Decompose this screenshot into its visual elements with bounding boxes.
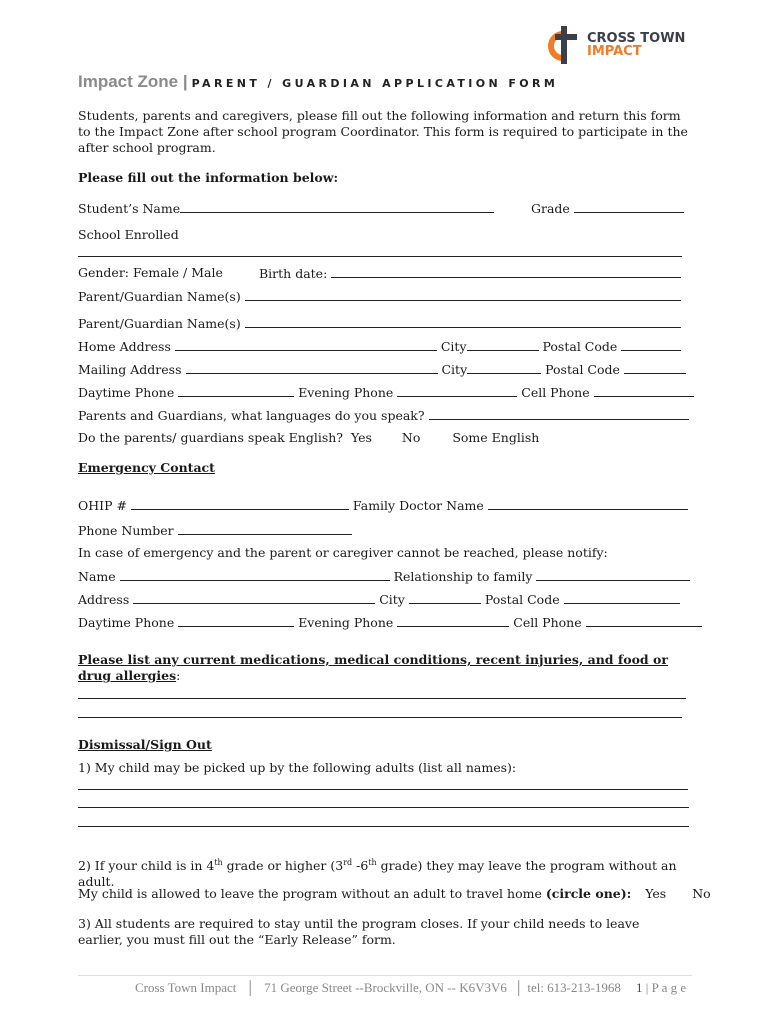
emergency-name-label: Name [78, 569, 116, 584]
dismissal-item1: 1) My child may be picked up by the following adults (list all names): [78, 760, 517, 775]
emergency-daytime-field[interactable] [178, 614, 294, 627]
travel-home-text: My child is allowed to leave the program without an adult to travel home [78, 886, 542, 901]
home-address-row [78, 338, 681, 354]
notify-text: In case of emergency and the parent or caregiver cannot be reached, please notify: [78, 545, 608, 560]
parent-name-field-2[interactable] [245, 315, 681, 328]
medical-field-2[interactable] [78, 717, 682, 718]
home-address-field[interactable] [175, 338, 437, 351]
parent-name-row-2 [78, 315, 681, 331]
phones-row [78, 384, 694, 400]
travel-no-option[interactable]: No [692, 886, 711, 901]
emergency-daytime-label: Daytime Phone [78, 615, 175, 630]
item2-part-d: grade) they may leave the program without an adult. [78, 858, 677, 890]
languages-field[interactable] [429, 407, 689, 420]
daytime-phone-label: Daytime Phone [78, 385, 175, 400]
ohip-field[interactable] [131, 497, 349, 510]
emergency-city-label: City [379, 592, 405, 607]
emergency-heading: Emergency Contact [78, 460, 215, 475]
home-postal-label: Postal Code [542, 339, 618, 354]
ohip-label: OHIP # [78, 498, 127, 513]
footer: Cross Town Impact │ 71 George Street --Brockville, ON -- K6V3V6 │ tel: 613-213-1968 [135, 980, 621, 995]
english-yes-option[interactable]: Yes [350, 430, 372, 445]
daytime-phone-field[interactable] [178, 384, 294, 397]
mailing-postal-label: Postal Code [545, 362, 620, 377]
mailing-address-label: Mailing Address [78, 362, 182, 377]
gender-label[interactable]: Gender: Female / Male [78, 265, 223, 280]
home-city-field[interactable] [467, 338, 539, 351]
mailing-address-row [78, 361, 686, 377]
emergency-phones-row [78, 614, 702, 630]
parent-name-label-1: Parent/Guardian Name(s) [78, 289, 241, 304]
english-no-option[interactable]: No [401, 430, 421, 445]
english-question: Do the parents/ guardians speak English? [78, 430, 343, 445]
emergency-evening-label: Evening Phone [298, 615, 394, 630]
cross-town-logo-icon [543, 26, 583, 66]
grade-row [531, 200, 684, 216]
grade-field[interactable] [574, 200, 684, 213]
mailing-city-label: City [441, 362, 468, 377]
parent-name-row-1 [78, 288, 681, 304]
item2-sup3: th [368, 858, 377, 867]
item2-part-a: 2) If your child is in 4 [78, 858, 215, 874]
birth-date-label: Birth date: [259, 266, 328, 281]
circle-one-label: (circle one): [545, 886, 632, 901]
home-postal-field[interactable] [621, 338, 681, 351]
dismissal-item3: 3) All students are required to stay until the program closes. If your child needs to leave earlier, you must fill out the “Early Release” form. [78, 916, 640, 947]
footer-rule [78, 975, 692, 976]
evening-phone-label: Evening Phone [298, 385, 394, 400]
pickup-field-1[interactable] [78, 789, 688, 790]
item2-sup1: th [214, 858, 223, 867]
emergency-address-row [78, 591, 680, 607]
logo-line2: IMPACT [587, 44, 642, 59]
pickup-field-3[interactable] [78, 826, 689, 827]
emergency-evening-field[interactable] [397, 614, 509, 627]
page-label: P a g e [651, 980, 687, 995]
cell-phone-field[interactable] [594, 384, 694, 397]
footer-address: 71 George Street --Brockville, ON -- K6V3V6 [264, 980, 507, 995]
medical-heading-colon: : [176, 668, 181, 683]
emergency-city-field[interactable] [409, 591, 481, 604]
relationship-field[interactable] [536, 568, 690, 581]
mailing-city-field[interactable] [467, 361, 541, 374]
dismissal-item2 [78, 855, 678, 890]
travel-home-row [78, 886, 711, 901]
fill-heading: Please fill out the information below: [78, 170, 339, 185]
emergency-cell-field[interactable] [586, 614, 702, 627]
relationship-label: Relationship to family [393, 569, 533, 584]
family-doctor-field[interactable] [488, 497, 688, 510]
mailing-address-field[interactable] [186, 361, 438, 374]
emergency-phone-label: Phone Number [78, 523, 174, 538]
school-enrolled-field[interactable] [78, 256, 682, 257]
home-address-label: Home Address [78, 339, 171, 354]
parent-name-label-2: Parent/Guardian Name(s) [78, 316, 241, 331]
title-zone: Impact Zone | [78, 72, 188, 91]
emergency-cell-label: Cell Phone [513, 615, 582, 630]
emergency-address-field[interactable] [133, 591, 375, 604]
emergency-phone-row [78, 522, 352, 538]
ohip-row [78, 497, 688, 513]
english-some-option[interactable]: Some English [452, 430, 540, 445]
medical-heading [78, 652, 678, 684]
parent-name-field-1[interactable] [245, 288, 681, 301]
emergency-address-label: Address [78, 592, 130, 607]
emergency-postal-field[interactable] [564, 591, 680, 604]
footer-tel: tel: 613-213-1968 [527, 980, 621, 995]
medical-field-1[interactable] [78, 698, 686, 699]
page-number: 1 | P a g e [636, 980, 687, 995]
travel-yes-option[interactable]: Yes [645, 886, 667, 901]
medical-heading-text: Please list any current medications, medical conditions, recent injuries, and food or drug allergies [78, 652, 668, 683]
emergency-phone-field[interactable] [178, 522, 352, 535]
item2-part-c: -6 [352, 858, 369, 874]
dismissal-heading: Dismissal/Sign Out [78, 737, 212, 752]
page-num: 1 [636, 980, 643, 995]
emergency-name-field[interactable] [120, 568, 390, 581]
birth-date-row [259, 265, 681, 281]
student-name-label: Student’s Name [78, 201, 181, 216]
school-enrolled-label: School Enrolled [78, 227, 179, 242]
cell-phone-label: Cell Phone [521, 385, 590, 400]
page-title [78, 72, 558, 92]
birth-date-field[interactable] [331, 265, 681, 278]
item2-sup2: rd [343, 858, 353, 867]
languages-row [78, 407, 689, 423]
english-row [78, 430, 539, 445]
mailing-postal-field[interactable] [624, 361, 686, 374]
logo [543, 26, 693, 68]
grade-label: Grade [531, 201, 570, 216]
student-name-row [78, 200, 494, 216]
footer-org: Cross Town Impact [135, 980, 237, 995]
logo-line1: CROSS TOWN [587, 31, 686, 46]
student-name-field[interactable] [180, 200, 494, 213]
intro-text: Students, parents and caregivers, please fill out the following information and return this form to the Impact Zone after school program Coordinator. This form is required to participate in the after school program. [78, 108, 688, 155]
item2-part-b: grade or higher (3 [222, 858, 344, 874]
home-city-label: City [440, 339, 467, 354]
emergency-name-row [78, 568, 690, 584]
family-doctor-label: Family Doctor Name [352, 498, 484, 513]
evening-phone-field[interactable] [397, 384, 517, 397]
languages-label: Parents and Guardians, what languages do you speak? [78, 408, 425, 423]
pickup-field-2[interactable] [78, 807, 689, 808]
title-form: PARENT / GUARDIAN APPLICATION FORM [191, 77, 559, 90]
emergency-postal-label: Postal Code [484, 592, 560, 607]
